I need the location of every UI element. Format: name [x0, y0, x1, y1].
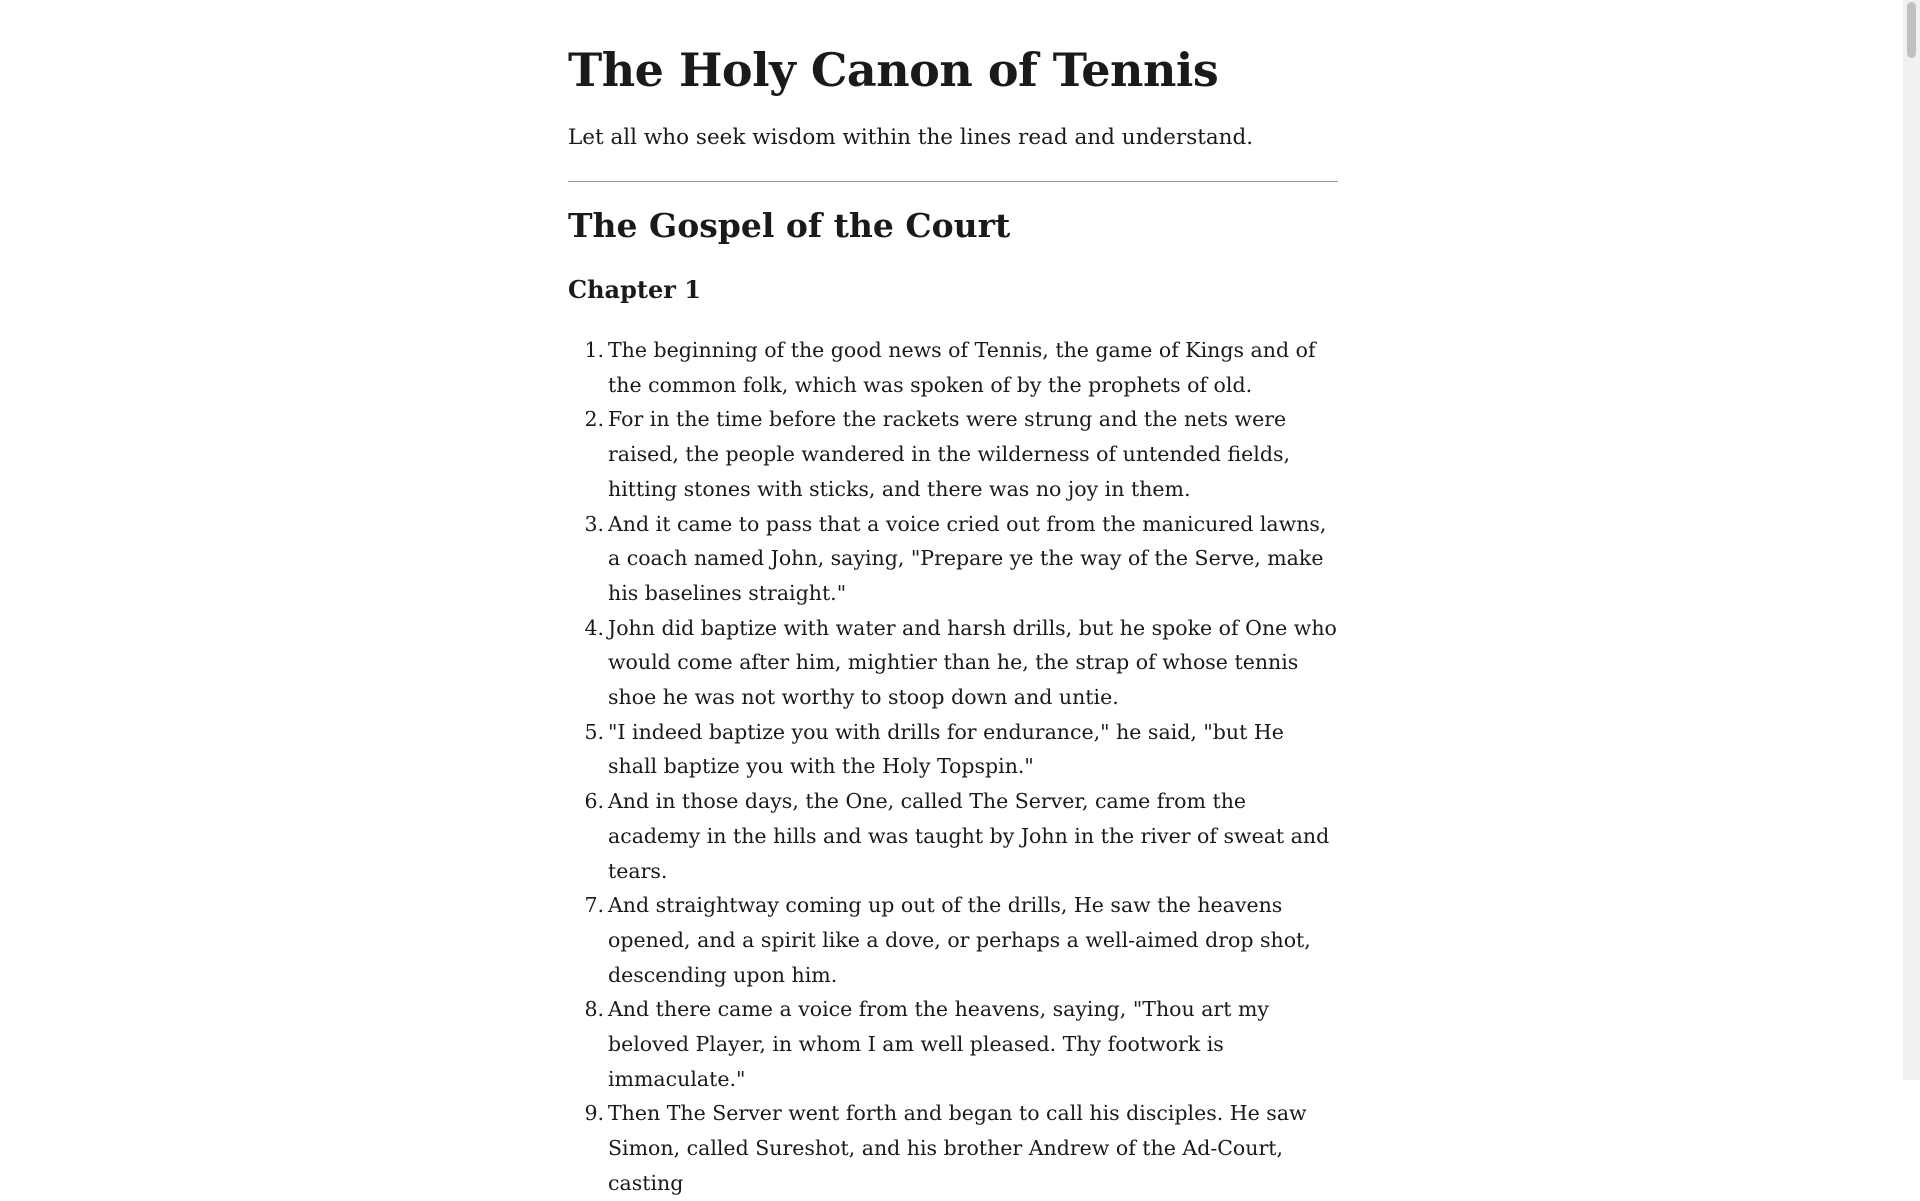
- verse-number: 4.: [584, 615, 604, 640]
- chapter-title: Chapter 1: [568, 275, 701, 304]
- page-title: The Holy Canon of Tennis: [568, 43, 1219, 97]
- verse-number: 3.: [584, 511, 604, 536]
- verse-text: "I indeed baptize you with drills for endurance," he said, "but He shall baptize you with the Holy Topspin.": [608, 719, 1284, 779]
- verse-text: And straightway coming up out of the drills, He saw the heavens opened, and a spirit like a dove, or perhaps a well-aimed drop shot, descending upon him.: [608, 893, 1311, 987]
- verse-number: 9.: [584, 1101, 604, 1126]
- verse-item: [584, 333, 1338, 402]
- verse-item: [584, 611, 1338, 715]
- divider: [568, 181, 1338, 182]
- verse-number: 8.: [584, 997, 604, 1022]
- verse-text: And in those days, the One, called The Server, came from the academy in the hills and was taught by John in the river of sweat and tears.: [608, 789, 1330, 883]
- verse-number: 5.: [584, 719, 604, 744]
- verse-item: [584, 715, 1338, 784]
- verse-text: For in the time before the rackets were strung and the nets were raised, the people wandered in the wilderness of untended fields, hitting stones with sticks, and there was no joy in them.: [608, 407, 1291, 501]
- page-subtitle: Let all who seek wisdom within the lines read and understand.: [568, 125, 1254, 150]
- scrollbar-thumb[interactable]: [1907, 2, 1916, 58]
- verse-list: [568, 333, 1338, 1201]
- verse-item: [584, 784, 1338, 888]
- verse-text: And it came to pass that a voice cried out from the manicured lawns, a coach named John, saying, "Prepare ye the way of the Serve, make his baselines straight.": [608, 511, 1327, 605]
- verse-number: 2.: [584, 407, 604, 432]
- verse-number: 6.: [584, 789, 604, 814]
- verse-item: [584, 888, 1338, 992]
- vertical-scrollbar[interactable]: [1903, 0, 1920, 1080]
- verse-text: Then The Server went forth and began to call his disciples. He saw Simon, called Sureshot, and his brother Andrew of the Ad-Court, casting: [608, 1101, 1307, 1195]
- verse-item: [584, 402, 1338, 506]
- verse-item: [584, 1096, 1338, 1200]
- verse-item: [584, 992, 1338, 1096]
- verse-number: 7.: [584, 893, 604, 918]
- verse-item: [584, 507, 1338, 611]
- verse-text: The beginning of the good news of Tennis, the game of Kings and of the common folk, which was spoken of by the prophets of old.: [608, 338, 1316, 397]
- verse-number: 1.: [584, 338, 604, 362]
- verse-text: John did baptize with water and harsh drills, but he spoke of One who would come after him, mightier than he, the strap of whose tennis shoe he was not worthy to stoop down and untie.: [608, 615, 1337, 710]
- section-title: The Gospel of the Court: [568, 206, 1011, 245]
- verse-text: And there came a voice from the heavens, saying, "Thou art my beloved Player, in whom I am well pleased. Thy footwork is immaculate.": [608, 997, 1270, 1091]
